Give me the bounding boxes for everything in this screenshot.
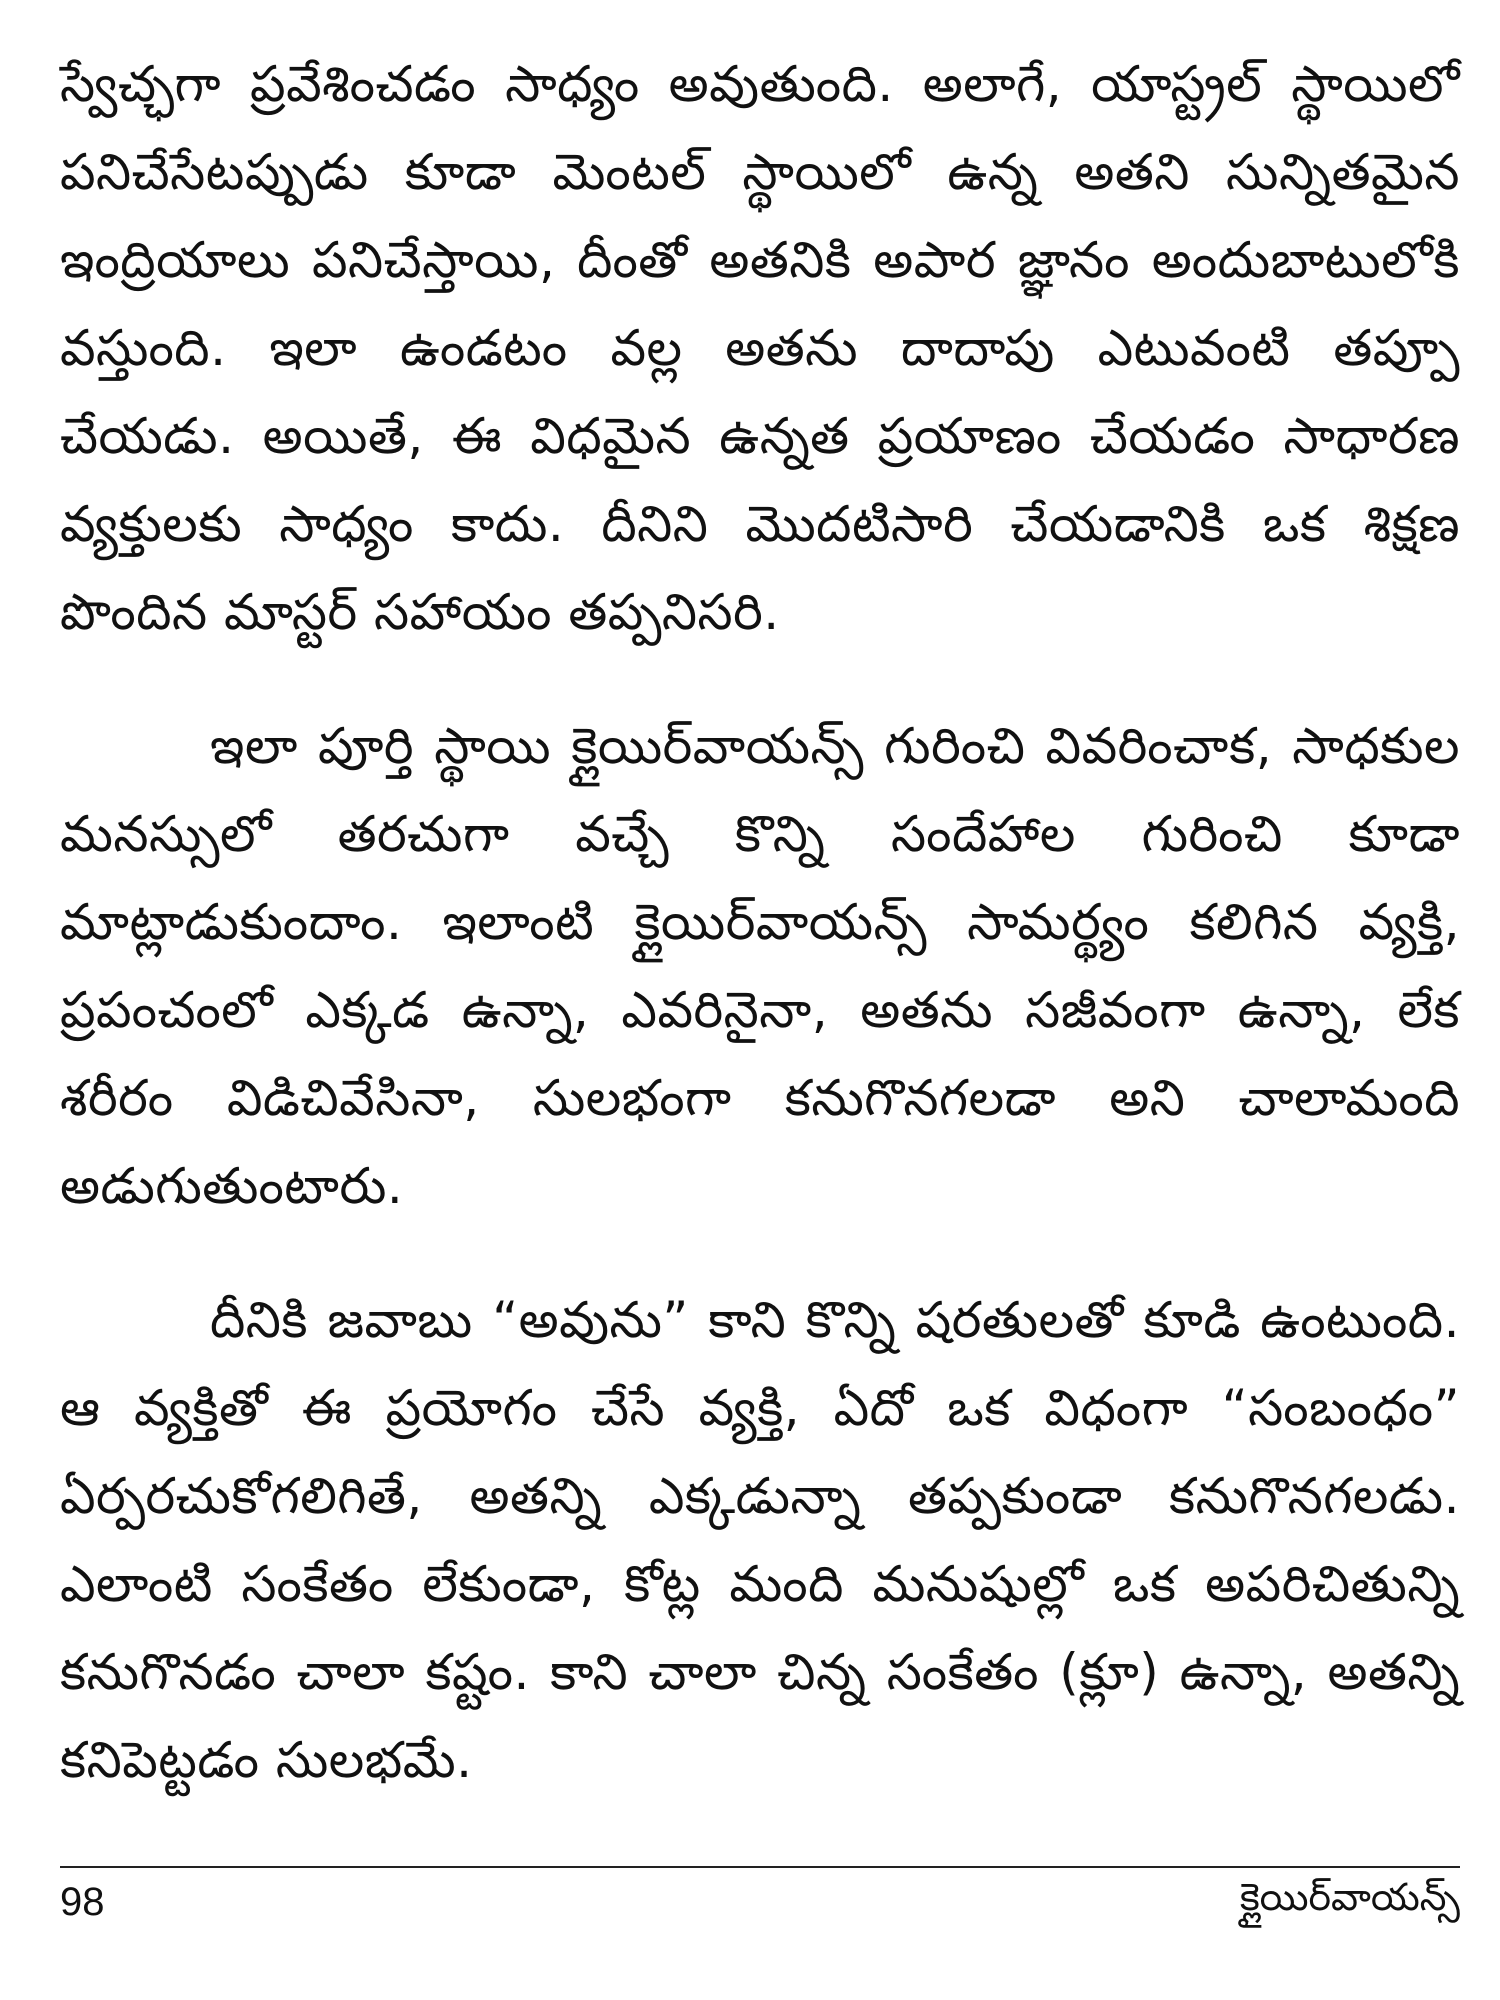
book-page	[60, 0, 1460, 2000]
running-title: క్లైయిర్‌వాయన్స్	[1239, 1875, 1460, 1919]
body-text	[60, 40, 1460, 1804]
page-number: 98	[60, 1879, 105, 1924]
page-footer	[60, 1872, 1460, 1932]
paragraph-3: దీనికి జవాబు “అవును” కాని కొన్ని షరతులతో కూడి ఉంటుంది. ఆ వ్యక్తితో ఈ ప్రయోగం చేసే వ్యక్తి, ఏదో ఒక విధంగా “సంబంధం” ఏర్పరచుకోగలిగితే, అతన్ని ఎక్కడున్నా తప్పకుండా కనుగొనగలడు. ఎలాంటి సంకేతం లేకుండా, కోట్ల మంది మనుషుల్లో ఒక అపరిచితున్ని కనుగొనడం చాలా కష్టం. కాని చాలా చిన్న సంకేతం (క్లూ) ఉన్నా, అతన్ని కనిపెట్టడం సులభమే.	[60, 1291, 1460, 1789]
paragraph-1: స్వేచ్ఛగా ప్రవేశించడం సాధ్యం అవుతుంది. అలాగే, యాస్ట్రల్ స్థాయిలో పనిచేసేటప్పుడు కూడా మెంటల్ స్థాయిలో ఉన్న అతని సున్నితమైన ఇంద్రియాలు పనిచేస్తాయి, దీంతో అతనికి అపార జ్ఞానం అందుబాటులోకి వస్తుంది. ఇలా ఉండటం వల్ల అతను దాదాపు ఎటువంటి తప్పూ చేయడు. అయితే, ఈ విధమైన ఉన్నత ప్రయాణం చేయడం సాధారణ వ్యక్తులకు సాధ్యం కాదు. దీనిని మొదటిసారి చేయడానికి ఒక శిక్షణ పొందిన మాస్టర్ సహాయం తప్పనిసరి.	[60, 55, 1460, 641]
paragraph-2: ఇలా పూర్తి స్థాయి క్లైయిర్‌వాయన్స్ గురించి వివరించాక, సాధకుల మనస్సులో తరచుగా వచ్చే కొన్ని సందేహాల గురించి కూడా మాట్లాడుకుందాం. ఇలాంటి క్లైయిర్‌వాయన్స్ సామర్థ్యం కలిగిన వ్యక్తి, ప్రపంచంలో ఎక్కడ ఉన్నా, ఎవరినైనా, అతను సజీవంగా ఉన్నా, లేక శరీరం విడిచివేసినా, సులభంగా కనుగొనగలడా అని చాలామంది అడుగుతుంటారు.	[60, 717, 1460, 1215]
footer-divider	[60, 1866, 1460, 1868]
